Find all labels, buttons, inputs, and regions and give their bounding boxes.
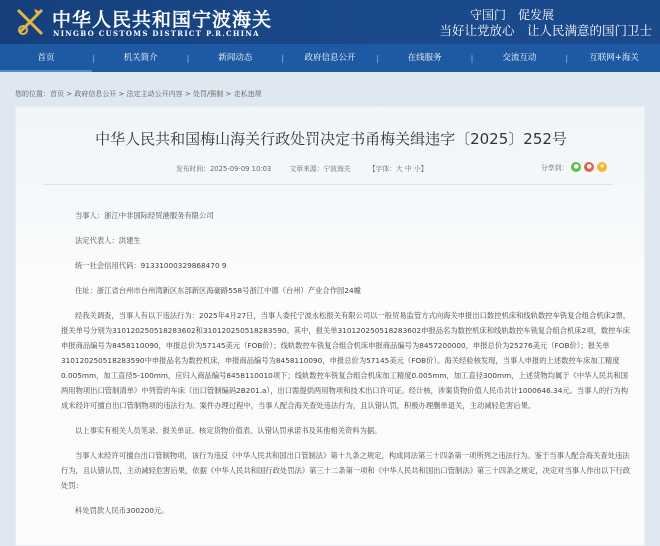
article-body: [61, 208, 631, 528]
weibo-share-icon[interactable]: ●: [584, 162, 594, 172]
slogan-line1: 守国门 促发展: [469, 8, 554, 22]
site-header: [0, 0, 660, 44]
address: 住址：浙江省台州市台州湾新区东部新区海豪路558号浙江中德（台州）产业合作园24幢: [75, 286, 361, 295]
legal-representative: 法定代表人：洪建生: [75, 236, 141, 245]
article-card: [15, 106, 645, 546]
breadcrumb[interactable]: 您的位置：首页 > 政府信息公开 > 法定主动公开内容 > 处罚/强制 > 走私违规: [15, 90, 262, 98]
font-size-control[interactable]: 【字体：大 中 小】: [368, 165, 428, 173]
investigation-paragraph: 经我关调查，当事人有以下违法行为：2025年4月27日，当事人委托宁波永松报关有限公司以一般贸易监管方式向海关申报出口数控机床和线轨数控车铣复合组合机床2票，报关单号分别为310120250518283602和310120250518283590。其中，报关单310120250518283602申报品名为数控机床和线轨数控车铣复合组合机床2项，数控车床申报商品编号为8458110090，申报总价为57145美元（FOB价）；线轨数控车铣复合组合机床申报商品编号为8457200000，申报总价为25276美元（FOB价）；报关单310120250518283590中申报品名为数控机床，申报商品编号为8458110090，申报总价为57145美元（FOB价）。海关经验核发现，当事人申报的上述数控车床加工精度0.005mm，加工直径5-100mm，应归入商品编号8458110010项下；线轨数控车铣复合组合机床加工精度0.005mm，加工直径300mm，上述货物均属于《中华人民共和国两用物项出口管制清单》中列管的车床（出口管制编码2B201.a），出口需提供两用物项和技术出口许可证。经计核，涉案货物价值人民币共计1000646.34元。当事人的行为构成未经许可擅自出口管制物项的违法行为。案件办理过程中，当事人配合海关查处违法行为，且认错认罚，积极办理删单退关，主动减轻危害后果。: [61, 311, 631, 410]
party-name: 当事人：浙江中非国际经贸港服务有限公司: [75, 211, 214, 220]
article-source: 文章来源：宁波海关: [289, 165, 351, 173]
nav-gov-info[interactable]: 政府信息公开: [304, 53, 356, 63]
site-title[interactable]: 中华人民共和国宁波海关: [52, 9, 273, 31]
customs-emblem-icon: [14, 6, 46, 38]
nav-divider: |: [281, 53, 285, 63]
penalty-paragraph: 科处罚款人民币300200元。: [75, 506, 169, 515]
main-nav: [0, 44, 660, 72]
credit-code: 统一社会信用代码：91331000329868470 9: [75, 261, 227, 270]
article-meta: [176, 163, 443, 173]
share-bar: [541, 162, 607, 172]
nav-news[interactable]: 新闻动态: [218, 53, 253, 63]
page-title: 中华人民共和国梅山海关行政处罚决定书甬梅关缉违字〔2025〕252号: [95, 130, 567, 148]
evidence-paragraph: 以上事实有相关人员笔录、报关单证、核定货物价值表、认错认罚承诺书及其他相关资料为据。: [75, 426, 382, 435]
nav-divider: |: [91, 53, 95, 63]
favorite-share-icon[interactable]: ★: [597, 162, 607, 172]
publish-time: 发布时间：2025-09-09 10:03: [176, 165, 272, 173]
nav-divider: |: [186, 53, 190, 63]
nav-divider: |: [470, 53, 474, 63]
nav-home[interactable]: 首页: [0, 44, 92, 72]
slogan-line2: 当好让党放心 让人民满意的国门卫士: [439, 23, 652, 38]
nav-online-service[interactable]: 在线服务: [407, 53, 442, 63]
nav-about[interactable]: 机关简介: [123, 53, 158, 63]
nav-divider: |: [565, 53, 569, 63]
nav-divider: |: [375, 53, 379, 63]
site-subtitle: NINGBO CUSTOMS DISTRICT P.R.CHINA: [53, 29, 260, 38]
nav-interaction[interactable]: 交流互动: [502, 53, 537, 63]
wechat-share-icon[interactable]: ●: [571, 162, 581, 172]
nav-internet-customs[interactable]: 互联网+海关: [589, 53, 639, 63]
divider: [43, 184, 613, 185]
share-label: 分享到：: [541, 164, 569, 172]
legal-basis-paragraph: 当事人未经许可擅自出口管制物项，该行为违反《中华人民共和国出口管制法》第十九条之规定，构成同法第三十四条第一项所列之违法行为。鉴于当事人配合海关查处违法行为，且认错认罚，主动减轻危害后果，依据《中华人民共和国行政处罚法》第三十二条第一项和《中华人民共和国出口管制法》第三十四条之规定，决定对当事人作出以下行政处罚：: [61, 451, 631, 490]
